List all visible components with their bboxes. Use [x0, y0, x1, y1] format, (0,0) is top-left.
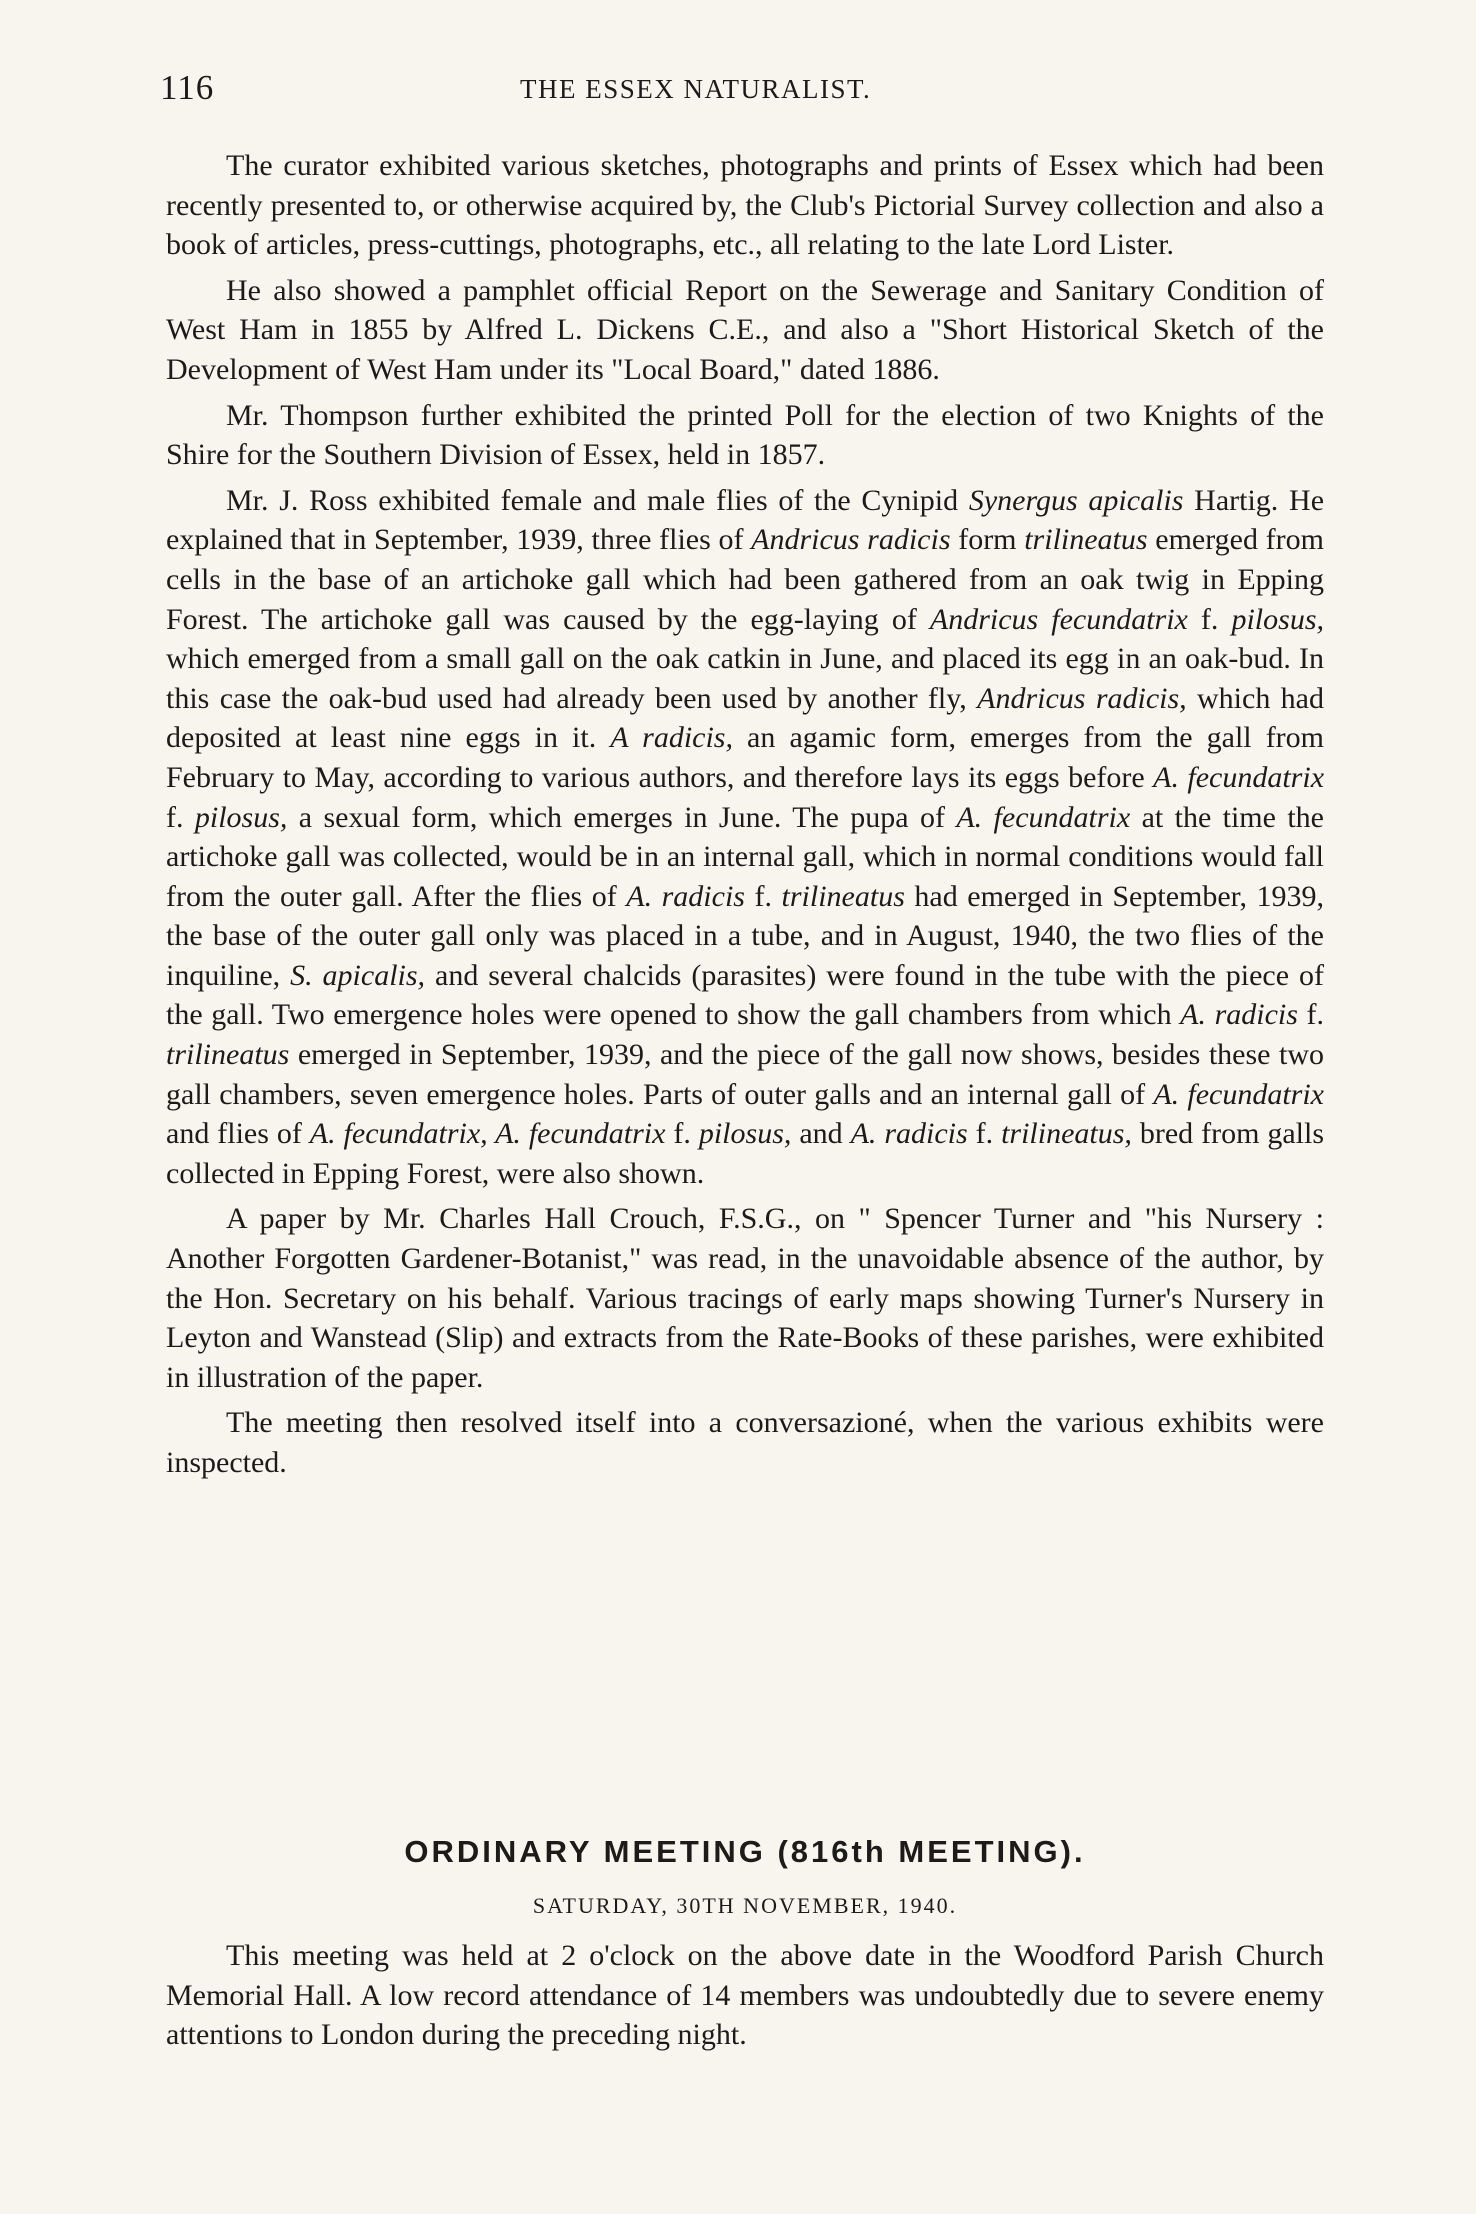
species-name: A. fecundatrix, A. fecundatrix — [309, 1117, 666, 1151]
section-heading: ORDINARY MEETING (816th MEETING). — [404, 1834, 1086, 1869]
species-name: A. radicis — [850, 1117, 968, 1151]
paragraph-conversazione: The meeting then resolved itself into a conversazioné, when the various exhibits were inspected. — [166, 1406, 1324, 1479]
species-name: pilosus, — [1231, 602, 1324, 636]
text-span: and several chalcids (parasites) were found in the tube with the piece of the gall. Two emergence holes were opened to show the gall chambers from which — [166, 958, 1325, 1032]
text-span: and flies of — [166, 1117, 310, 1151]
text-span: at the time the artichoke gall was collected, would be in an internal gall, which in normal conditions would fall from the outer gall. After the flies of — [166, 800, 1324, 913]
paragraph-cynipid-flies — [166, 481, 1324, 1194]
text-span: f. — [744, 879, 782, 913]
species-name: Andricus fecundatrix — [929, 602, 1188, 636]
text-span: and — [791, 1117, 851, 1151]
text-span: a sexual form, which emerges in June. The pupa of — [287, 800, 957, 834]
species-name: A radicis, — [610, 721, 733, 755]
section-text — [166, 1936, 1324, 2055]
page-header — [160, 68, 1330, 118]
species-name: A. fecundatrix — [1153, 760, 1325, 794]
paragraph-poll: Mr. Thompson further exhibited the printed Poll for the election of two Knights of the Shire for the Southern Division of Essex, held in 1857. — [166, 398, 1324, 472]
section-date: SATURDAY, 30TH NOVEMBER, 1940. — [532, 1893, 958, 1918]
text-span: had emerged in September, 1939, the base of the outer gall only was placed in a tube, and in August, 1940, the two flies of the inquiline, — [166, 879, 1324, 992]
species-name: pilosus, — [194, 800, 288, 834]
species-name: pilosus, — [698, 1117, 792, 1151]
species-name: A. fecundatrix — [956, 800, 1131, 834]
species-name: A. fecundatrix — [1153, 1077, 1325, 1111]
text-span: form — [950, 523, 1025, 557]
text-span: emerged from cells in the base of an artichoke gall which had been gathered from an oak twig in Epping Forest. The artichoke gall was caused by the egg-laying of — [166, 523, 1324, 636]
species-name: trilineatus — [166, 1038, 290, 1072]
species-name: Andricus radicis, — [977, 681, 1187, 715]
text-span: bred from galls collected in Epping Forest, were also shown. — [166, 1117, 1324, 1190]
text-span: f. — [166, 800, 195, 834]
species-name: trilineatus — [781, 879, 905, 913]
species-name: trilineatus — [1024, 523, 1148, 557]
running-title: THE ESSEX NATURALIST. — [520, 74, 872, 104]
species-name: S. apicalis, — [290, 958, 426, 992]
text-span: which had deposited at least nine eggs in it. — [166, 681, 1324, 755]
text-span: f. — [665, 1117, 699, 1151]
text-span: an agamic form, emerges from the gall from February to May, according to various authors, and therefore lays its eggs before — [166, 721, 1325, 794]
text-span: f. — [967, 1117, 1002, 1151]
paragraph-curator-exhibits: The curator exhibited various sketches, photographs and prints of Essex which had been recently presented to, or otherwise acquired by, the Club's Pictorial Survey collection and also a book of articles, press-cuttings, photographs, etc., all relating to the late Lord Lister. — [166, 149, 1324, 262]
species-name: A. radicis — [1180, 998, 1298, 1032]
text-span: f. — [1187, 602, 1232, 636]
text-span: which emerged from a small gall on the oak catkin in June, and placed its egg in an oak-bud. In this case the oak-bud used had already been used by another fly, — [166, 642, 1324, 715]
paragraph-meeting-held: This meeting was held at 2 o'clock on the above date in the Woodford Parish Church Memorial Hall. A low record attendance of 14 members was undoubtedly due to severe enemy attentions to London during the preceding night. — [166, 1939, 1324, 2052]
text-span: f. — [1297, 998, 1324, 1032]
text-span: Mr. J. Ross exhibited female and male flies of the Cynipid — [226, 483, 969, 517]
species-name: A. radicis — [626, 879, 745, 913]
text-span: emerged in September, 1939, and the piece of the gall now shows, besides these two gall chambers, seven emergence holes. Parts of outer galls and an internal gall of — [166, 1038, 1324, 1111]
paragraph-pamphlet: He also showed a pamphlet official Report on the Sewerage and Sanitary Condition of West Ham in 1855 by Alfred L. Dickens C.E., and also a "Short Historical Sketch of the Development of West Ham under its "Local Board," dated 1886. — [166, 273, 1324, 386]
species-name: Synergus apicalis — [968, 483, 1184, 517]
body-text — [166, 146, 1324, 1489]
page-number: 116 — [160, 68, 215, 107]
text-span: Hartig. He explained that in September, 1939, three flies of — [166, 483, 1325, 557]
species-name: Andricus radicis — [751, 523, 951, 557]
paragraph-crouch-paper: A paper by Mr. Charles Hall Crouch, F.S.G., on " Spencer Turner and "his Nursery : Another Forgotten Gardener-Botanist," was read, in the unavoidable absence of the author, by the Hon. Secretary on his behalf. Various tracings of early maps showing Turner's Nursery in Leyton and Wanstead (Slip) and extracts from the Rate-Books of these parishes, were exhibited in illustration of the paper. — [166, 1202, 1324, 1394]
species-name: trilineatus, — [1001, 1117, 1132, 1151]
